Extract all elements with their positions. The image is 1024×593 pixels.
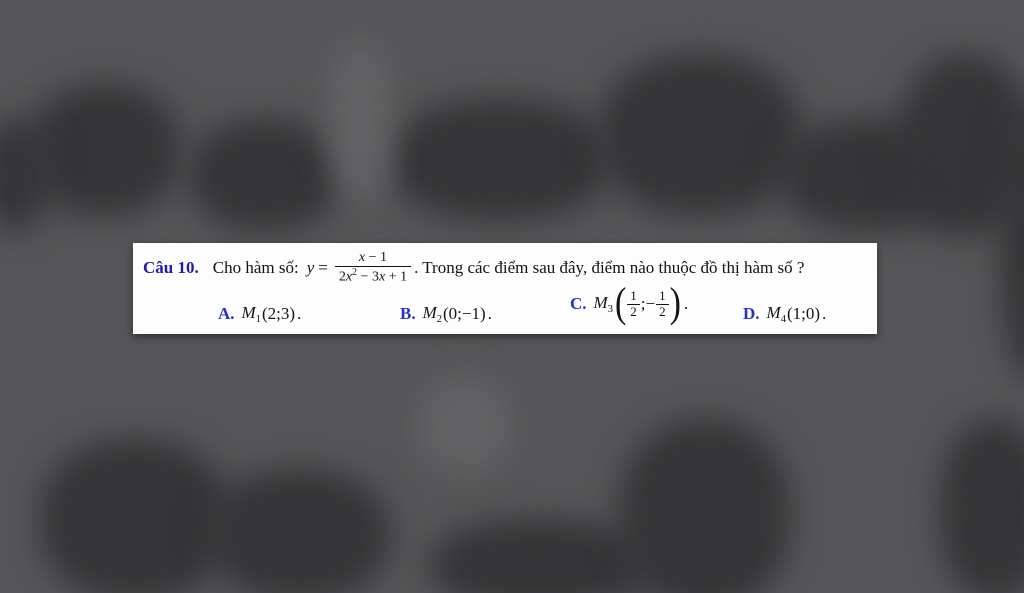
option-d-point: $M_4$ [766,303,786,325]
question-number: Câu 10. [143,258,199,277]
option-a-period: . [297,304,302,323]
formula-fraction [335,250,411,286]
formula-lhs: y [306,258,315,277]
option-c-close-paren: ) [669,280,681,327]
option-b-period: . [487,304,492,323]
background-blur-blob [210,470,390,593]
background-blur-blob [40,440,230,593]
option-b-subscript: 2 [436,314,443,325]
option-c-subscript: 3 [607,304,613,315]
denominator-var2: x [378,269,386,285]
denominator-end: + 1 [385,269,408,285]
option-c-open-paren: ( [614,280,627,327]
option-c-fraction-1 [627,289,640,319]
option-c-frac1-num: 1 [630,288,637,304]
option-a [218,303,301,325]
option-d-period: . [822,304,827,323]
option-d-subscript: 4 [780,314,786,325]
option-c-letter: C. [570,294,587,313]
numerator-var: x [358,250,366,266]
option-a-subscript: 1 [255,314,261,325]
option-d-value: (1;0) [786,304,820,323]
denominator-exponent: 2 [352,267,358,279]
option-a-point: $M_1$ [241,303,261,325]
background-blur-blob [600,55,800,215]
fraction-denominator [335,266,411,286]
option-c-separator: ;− [640,294,656,313]
formula-equals: = [318,258,328,277]
option-d [743,303,826,325]
question-intro: Cho hàm số: [212,258,299,277]
background-blur-blob [190,120,340,230]
question-line [143,243,804,293]
option-c [570,280,689,327]
option-c-period: . [683,294,689,313]
question-panel [133,243,877,334]
background-blur-blob [0,120,50,230]
background-blur-highlight [420,380,510,470]
background-blur-highlight [330,40,390,200]
background-blur-blob [430,520,650,593]
question-text: . Trong các điểm sau đây, điểm nào thuộc đồ thị hàm số ? [414,258,805,277]
option-a-value: (2;3) [261,304,295,323]
option-b-letter: B. [400,304,416,323]
background-blur-blob [940,420,1024,593]
option-b-value: (0;−1) [443,304,486,323]
denominator-var: x [345,269,353,285]
option-c-point: $M_3$ [593,293,613,315]
option-b-point: $M_2$ [422,303,443,325]
background-blur-blob [620,420,790,593]
denominator-mid: − 3 [357,269,379,285]
option-c-frac2-den: 2 [656,304,669,319]
option-b [400,303,492,325]
denominator-coef: 2 [338,269,346,285]
option-c-frac2-num: 1 [659,288,666,304]
fraction-numerator [335,250,411,266]
background-blur-blob [30,85,180,215]
numerator-rest: − 1 [365,250,388,266]
option-c-fraction-2 [656,289,669,319]
background-blur-blob [390,100,610,220]
option-d-letter: D. [743,304,760,323]
option-a-letter: A. [218,304,235,323]
option-c-frac1-den: 2 [627,304,640,319]
